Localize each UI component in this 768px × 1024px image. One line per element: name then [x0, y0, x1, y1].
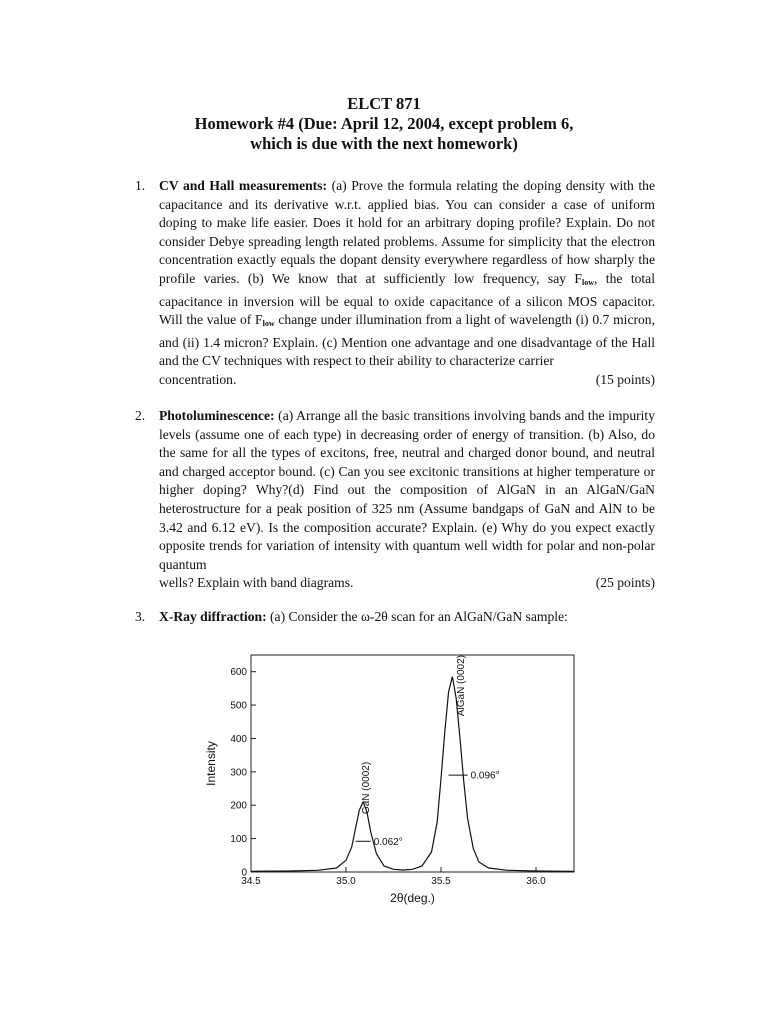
homework-due-note: which is due with the next homework)	[250, 134, 518, 153]
subscript: low	[262, 319, 275, 329]
problem-1	[135, 177, 655, 390]
problem-title: X-Ray diffraction:	[159, 609, 267, 624]
y-tick-label: 500	[230, 700, 247, 712]
problem-points: (25 points)	[595, 575, 655, 591]
problem-text-end: concentration.	[159, 371, 237, 387]
problem-title: CV and Hall measurements:	[159, 178, 328, 193]
x-tick-label: 36.0	[526, 876, 546, 887]
fwhm-label: 0.096°	[470, 770, 500, 782]
document-header	[0, 94, 768, 154]
x-tick-label: 35.0	[336, 876, 356, 887]
y-tick-label: 0	[241, 867, 247, 879]
problem-2	[135, 407, 655, 593]
problem-text-end: wells? Explain with band diagrams.	[159, 575, 354, 591]
problem-text: (a) Arrange all the basic transitions involving bands and the impurity levels (assume one of each type) in decreasing order of energy of transition. (b) Also, do the same for all the types of excitons, free, neutral and charged donor bound, and neutral and charged acceptor bound. (c) Can you see excitonic transitions at higher temperature or higher doping? Why?(d) Find out the composition of AlGaN in an AlGaN/GaN heterostructure for a peak position of 325 nm (Assume bandgaps of GaN and AlN to be 3.42 and 6.12 eV). Is the composition accurate? Explain. (e) Why do you expect exactly opposite trends for variation of intensity with quantum well width for polar and non-polar quantum	[159, 408, 655, 572]
problem-points: (15 points)	[595, 371, 655, 387]
homework-title: Homework #4 (Due: April 12, 2004, except problem 6,	[194, 114, 574, 133]
scan-curve	[251, 677, 574, 872]
x-axis-label: 2θ(deg.)	[390, 891, 435, 905]
y-axis-label: Intensity	[204, 741, 218, 786]
y-tick-label: 600	[230, 667, 247, 679]
subscript: low	[582, 277, 594, 287]
y-tick-label: 400	[230, 733, 247, 745]
problem-number: 1.	[135, 178, 146, 193]
x-tick-label: 34.5	[241, 876, 261, 887]
problem-text: , the total capacitance in inversion will be equal to oxide capacitance of a silicon MOS capacitor. Will the value of F	[159, 270, 655, 328]
problem-title: Photoluminescence:	[159, 408, 275, 423]
fwhm-label: 0.062°	[373, 836, 403, 848]
problem-text: (a) Prove the formula relating the doping density with the capacitance and its derivative w.r.t. applied bias. You can consider a case of uniform doping to make life easier. Does it hold for an arbitrary doping profile? Explain. Do not consider Debye spreading length related problems. Assume for simplicity that the electron concentration exactly equals the dopant density everywhere regardless of how sharply the profile varies. (b) We know that at sufficiently low frequency, say F	[159, 178, 656, 286]
problem-3	[135, 608, 655, 627]
y-tick-label: 300	[230, 767, 247, 779]
problem-number: 2.	[135, 408, 146, 423]
problem-text: (a) Consider the ω-2θ scan for an AlGaN/GaN sample:	[266, 609, 568, 624]
peak-label: GaN (0002)	[361, 761, 372, 815]
peak-label: AlGaN (0002)	[456, 655, 467, 717]
y-tick-label: 100	[230, 834, 247, 846]
course-title: ELCT 871	[347, 94, 421, 113]
plot-frame	[251, 655, 574, 872]
problem-text: change under illumination from a light of wavelength (i) 0.7 micron, and (ii) 1.4 micron? Explain. (c) Mention one advantage and one disadvantage of the Hall and the CV techniques with respect to their ability to characterize carrier	[159, 312, 656, 369]
x-tick-label: 35.5	[431, 876, 451, 887]
problem-number: 3.	[135, 609, 146, 624]
xrd-figure	[195, 648, 585, 908]
y-tick-label: 200	[230, 800, 247, 812]
xrd-chart	[195, 648, 585, 908]
